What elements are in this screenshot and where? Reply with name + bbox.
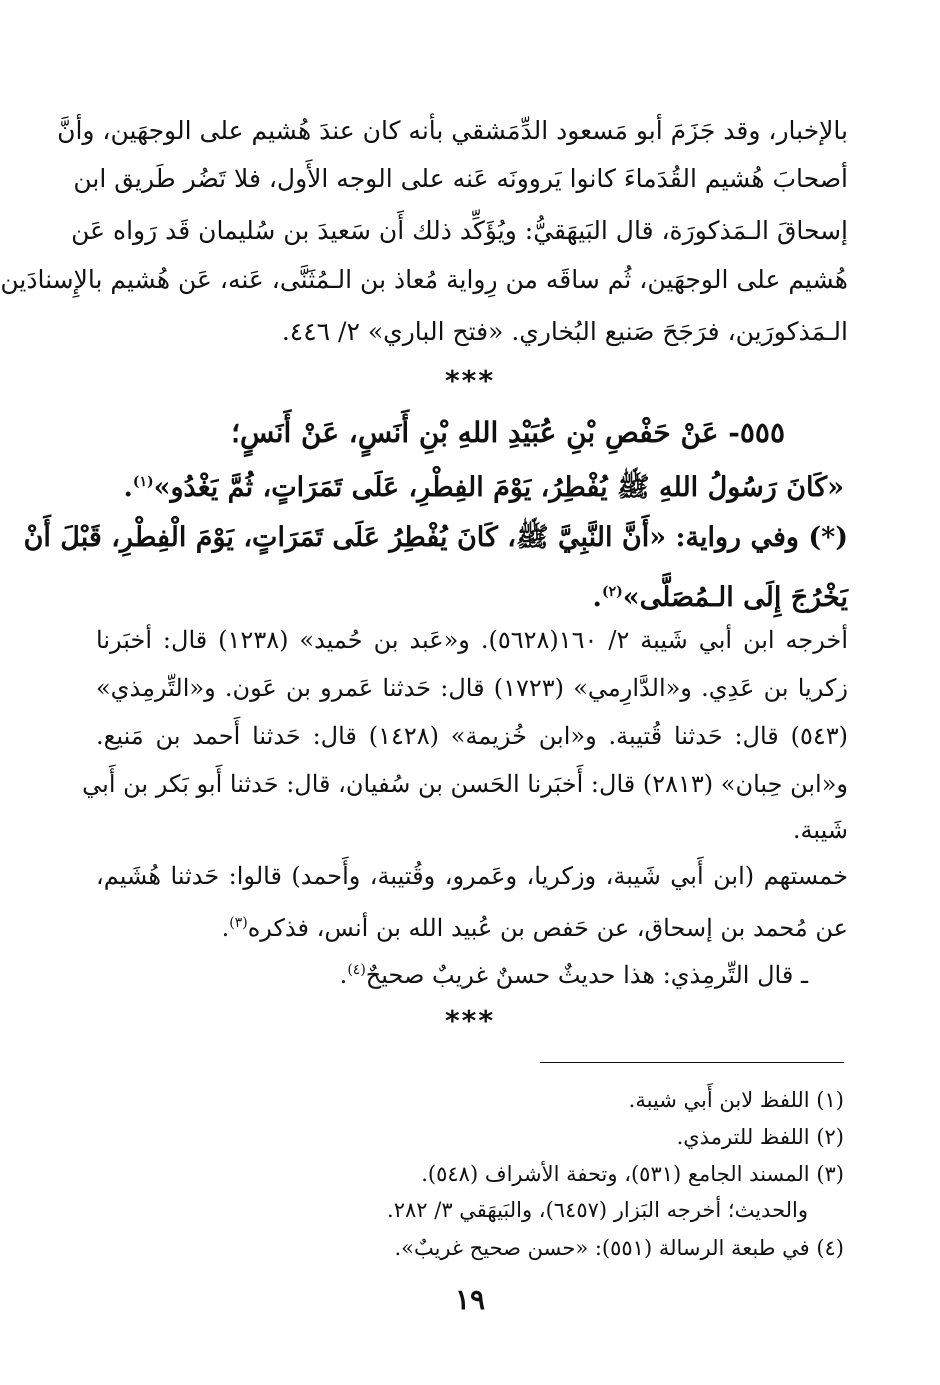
footnote-ref: (٢): [601, 584, 623, 600]
body-line: هُشيم على الوجهَين، ثُم ساقَه من رِواية مُعاذ بن الـمُثَنَّى، عَنه، عَن هُشيم بالإِسنادَين: [0, 265, 848, 294]
footnote-ref: (٣): [229, 915, 248, 931]
footnote: والحديث؛ أخرجه البَزار (٦٤٥٧)، والبَيهَقي ٣/ ٢٨٢.: [387, 1198, 808, 1222]
body-line: الـمَذكورَين، فرَجَحَ صَنيع البُخاري. «فتح الباري» ٢/ ٤٤٦.: [281, 317, 848, 346]
tirmidhi-verdict-text: ـ قال التِّرمِذي: هذا حديثٌ حسنٌ غريبٌ صحيحٌ: [365, 961, 808, 989]
hadith-variant-end: يَخْرُجَ إِلَى الـمُصَلَّى»: [622, 582, 848, 613]
footnote-divider: [540, 1062, 844, 1063]
hadith-text-body: «كَانَ رَسُولُ اللهِ ﷺ يُفْطِرُ، يَوْمَ الفِطْرِ، عَلَى تَمَرَاتٍ، ثُمَّ يَغْدُو»: [153, 472, 844, 503]
takhrij-line: و«ابن حِبان» (٢٨١٣) قال: أَخبَرنا الحَسن بن سُفيان، قال: حَدثنا أَبو بَكر بن أَبي: [82, 770, 848, 798]
takhrij-line: شَيبة.: [792, 816, 848, 844]
hadith-variant-line: (*) وفي رواية: «أَنَّ النَّبِيَّ ﷺ، كَانَ يُفْطِرُ عَلَى تَمَرَاتٍ، يَوْمَ الْفِطْرِ، قَبْلَ أَنْ: [23, 522, 848, 553]
body-line: أصحابَ هُشيم القُدَماءَ كانوا يَروونَه عَنه على الوجه الأَول، فلا تَضُر طَريق ابن: [73, 164, 848, 193]
section-separator: ***: [445, 1004, 495, 1037]
footnote-ref: (١): [132, 474, 154, 490]
footnote-ref: (٤): [347, 962, 366, 978]
tirmidhi-verdict: ـ قال التِّرمِذي: هذا حديثٌ حسنٌ غريبٌ صحيحٌ$^{(٤)}$.: [339, 961, 808, 989]
chain-line-end: عن مُحمد بن إسحاق، عن حَفص بن عُبيد الله بن أنس، فذكره: [247, 914, 848, 942]
page-number: ١٩: [454, 1283, 486, 1316]
hadith-number-line: ٥٥٥- عَنْ حَفْصِ بْنِ عُبَيْدِ اللهِ بْنِ أَنَسٍ، عَنْ أَنَسٍ؛: [231, 416, 785, 449]
takhrij-line: (٥٤٣) قال: حَدثنا قُتيبة. و«ابن خُزيمة» (١٤٢٨) قال: حَدثنا أَحمد بن مَنيع.: [96, 722, 849, 750]
chain-line: عن مُحمد بن إسحاق، عن حَفص بن عُبيد الله بن أنس، فذكره$^{(٣)}$.: [221, 914, 848, 942]
takhrij-line: زكريا بن عَدِي. و«الدَّارِمي» (١٧٢٣) قال: حَدثنا عَمرو بن عَون. و«التِّرمِذي»: [96, 674, 848, 702]
body-line: إسحاقَ الـمَذكورَة، قال البَيهَقيُّ: ويُؤَكِّد ذلك أَن سَعيدَ بن سُليمان قَد رَواه عَن: [71, 216, 848, 245]
footnote: (٤) في طبعة الرسالة (٥٥١): «حسن صحيح غريبٌ».: [394, 1236, 844, 1260]
takhrij-line: أخرجه ابن أبي شَيبة ٢/ ١٦٠(٥٦٢٨). و«عَبد بن حُميد» (١٢٣٨) قال: أخبَرنا: [96, 626, 848, 654]
section-separator: ***: [445, 364, 495, 397]
footnote: (٣) المسند الجامع (٥٣١)، وتحفة الأشراف (٥٤٨).: [421, 1162, 844, 1186]
hadith-text: «كَانَ رَسُولُ اللهِ ﷺ يُفْطِرُ، يَوْمَ الفِطْرِ، عَلَى تَمَرَاتٍ، ثُمَّ يَغْدُو»$^{(١)}$.: [123, 472, 844, 503]
chain-line: خمستهم (ابن أَبي شَيبة، وزكريا، وعَمرو، وقُتيبة، وأَحمد) قالوا: حَدثنا هُشَيم،: [96, 862, 848, 890]
body-line: بالإخبار، وقد جَزَمَ أبو مَسعود الدِّمَشقي بأنه كان عندَ هُشيم على الوجهَين، وأنَّ: [57, 116, 848, 145]
footnote: (٢) اللفظ للترمذي.: [676, 1125, 844, 1149]
footnote: (١) اللفظ لابن أَبي شيبة.: [628, 1088, 844, 1112]
hadith-variant-line: يَخْرُجَ إِلَى الـمُصَلَّى»$^{(٢)}$.: [592, 582, 848, 613]
